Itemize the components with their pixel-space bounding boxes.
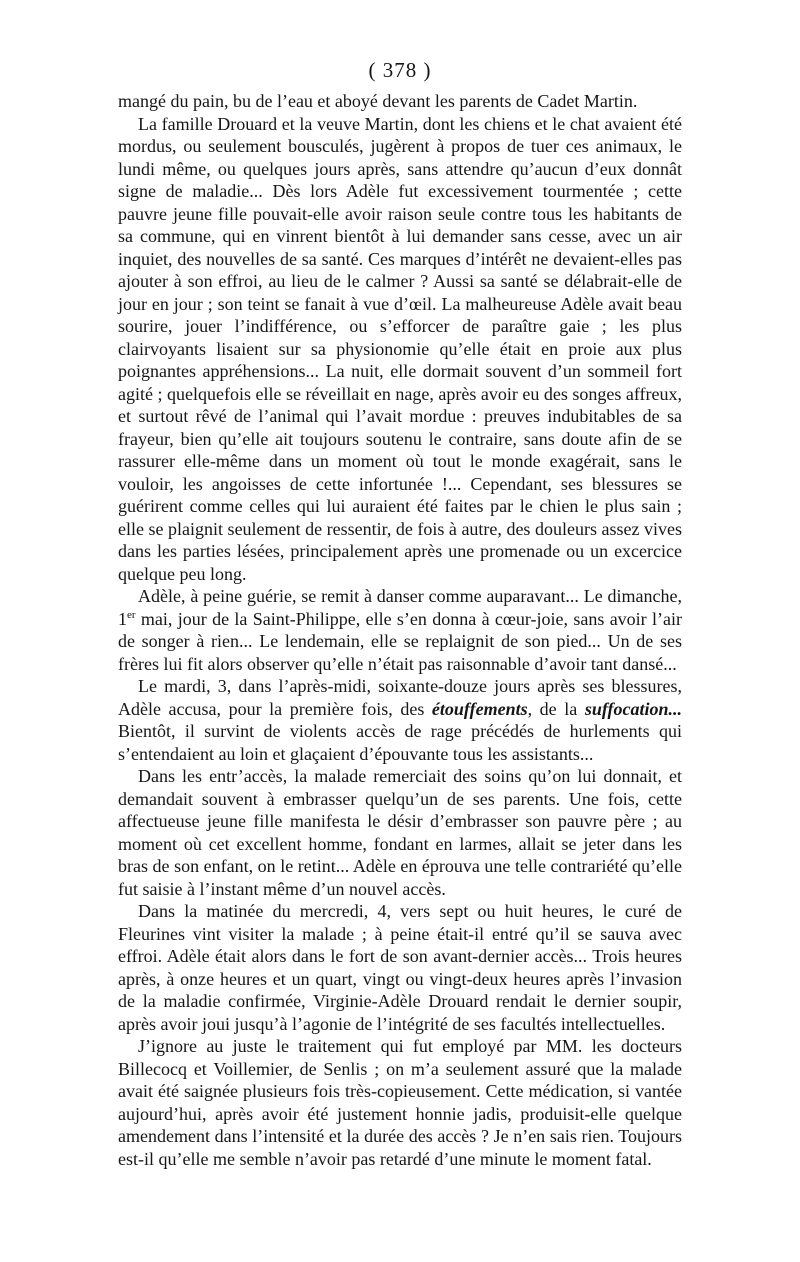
paragraph-continuation: mangé du pain, bu de l’eau et aboyé devant les parents de Cadet Martin. xyxy=(118,91,638,111)
text-segment: Le mardi, 3, dans l’après-midi, soixante-douze jours après ses blessures, Adèle accusa, pour la première fois, des xyxy=(118,676,682,719)
paragraph-treatment: J’ignore au juste le traitement qui fut employé par MM. les docteurs Billecocq et Voillemier, de Senlis ; on m’a seulement assuré que la malade avait été saignée plusieurs fois très-copieusement. Cette médication, si vantée aujourd’hui, après avoir été justement honnie jadis, produisit-elle quelque amendement dans l’intensité et la durée des accès ? Je n’en sais rien. Toujours est-il qu’elle me semble n’avoir pas retardé d’une minute le moment fatal. xyxy=(118,1036,682,1169)
body-text xyxy=(118,90,682,1170)
text-segment: , de la xyxy=(527,698,585,719)
page-number: ( 378 ) xyxy=(368,58,432,82)
paragraph-first-symptoms xyxy=(118,675,682,765)
paragraph-adele-dancing xyxy=(118,585,682,675)
paragraph-entr-acces: Dans les entr’accès, la malade remerciait des soins qu’on lui donnait, et demandait souvent à embrasser quelqu’un de ses parents. Une fois, cette affectueuse jeune fille manifesta le désir d’embrasser son pauvre père ; au moment où cet excellent homme, fondant en larmes, allait se jeter dans les bras de son enfant, on le retint... Adèle en éprouva une telle contrariété qu’elle fut saisie à l’instant même d’un nouvel accès. xyxy=(118,766,682,899)
paragraph-family-drouard: La famille Drouard et la veuve Martin, dont les chiens et le chat avaient été mordus, ou seulement bousculés, jugèrent à propos de tuer ces animaux, le lundi même, ou quelques jours après, sans attendre qu’aucun d’eux donnât signe de maladie... Dès lors Adèle fut excessivement tourmentée ; cette pauvre jeune fille pouvait-elle avoir raison seule contre tous les habitants de sa commune, qui en vinrent bientôt à lui demander sans cesse, avec un air inquiet, des nouvelles de sa santé. Ces marques d’intérêt ne devaient-elles pas ajouter à son effroi, au lieu de le calmer ? Aussi sa santé se délabrait-elle de jour en jour ; son teint se fanait à vue d’œil. La malheureuse Adèle avait beau sourire, jouer l’indifférence, ou s’efforcer de paraître gaie ; les plus clairvoyants lisaient sur sa physionomie qu’elle était en proie aux plus poignantes appréhensions... La nuit, elle dormait souvent d’un sommeil fort agité ; quelquefois elle se réveillait en nage, après avoir eu des songes affreux, et surtout rêvé de l’animal qui l’avait mordue : preuves indubitables de sa frayeur, bien qu’elle ait toujours soutenu le contraire, sans doute afin de se rassurer elle-même dans un moment où tout le monde exagérait, sans le vouloir, les angoisses de cette infortunée !... Cependant, ses blessures se guérirent comme celles qui lui auraient été faites par le chien le plus sain ; elle se plaignit seulement de ressentir, de fois à autre, des douleurs assez vives dans les parties lésées, principalement après une promenade ou un excercice quelque peu long. xyxy=(118,113,682,584)
text-segment: Bientôt, il survint de violents accès de rage précédés de hurlements qui s’entendaient au loin et glaçaient d’épouvante tous les assistants... xyxy=(118,721,682,764)
emphasis-suffocation: suffocation... xyxy=(584,698,682,719)
emphasis-etouffements: étouffements xyxy=(431,698,528,719)
ordinal-superscript: er xyxy=(127,608,136,621)
text-segment: mai, jour de la Saint-Philippe, elle s’en donna à cœur-joie, sans avoir l’air de songer à rien... Le lendemain, elle se replaignit de son pied... Un de ses frères lui fit alors observer qu’elle n’était pas raisonnable d’avoir tant dansé... xyxy=(118,608,682,674)
paragraph-death: Dans la matinée du mercredi, 4, vers sept ou huit heures, le curé de Fleurines vint visiter la malade ; à peine était-il entré qu’il se sauva avec effroi. Adèle était alors dans le fort de son avant-dernier accès... Trois heures après, à onze heures et un quart, vingt ou vingt-deux heures après l’invasion de la maladie confirmée, Virginie-Adèle Drouard rendait le dernier soupir, après avoir joui jusqu’à l’agonie de l’intégrité de ses facultés intellectuelles. xyxy=(118,901,682,1034)
text-segment: Adèle, à peine guérie, se remit à danser comme auparavant... Le dimanche, 1 xyxy=(118,586,682,629)
